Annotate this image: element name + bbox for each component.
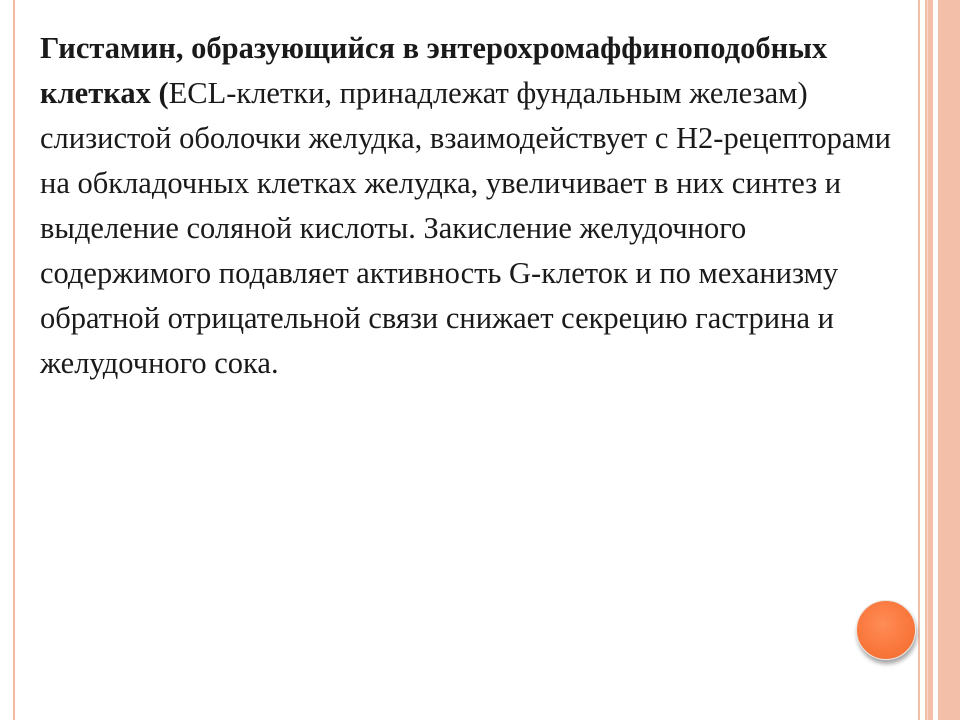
right-border-inner-line [927, 0, 928, 720]
slide-paragraph [40, 26, 900, 386]
slide-body [40, 26, 900, 386]
right-striped-border [914, 0, 960, 720]
paragraph-text: ECL-клетки, принадлежат фундальным железам) слизистой оболочки желудка, взаимодействует с Н2-рецепторами на обкладочных клетках желудка, увеличивает в них синтез и выделение соляной кислоты. Закисление желудочного содержимого подавляет активность G-клеток и по механизму обратной отрицательной связи снижает секрецию гастрина и желудочного сока. [40, 76, 892, 380]
paragraph-bold-lead: Гистамин, образующийся в энтерохромаффиноподобных клетках ( [40, 31, 828, 110]
decorative-orange-circle [856, 600, 916, 660]
left-border-line [13, 0, 15, 720]
